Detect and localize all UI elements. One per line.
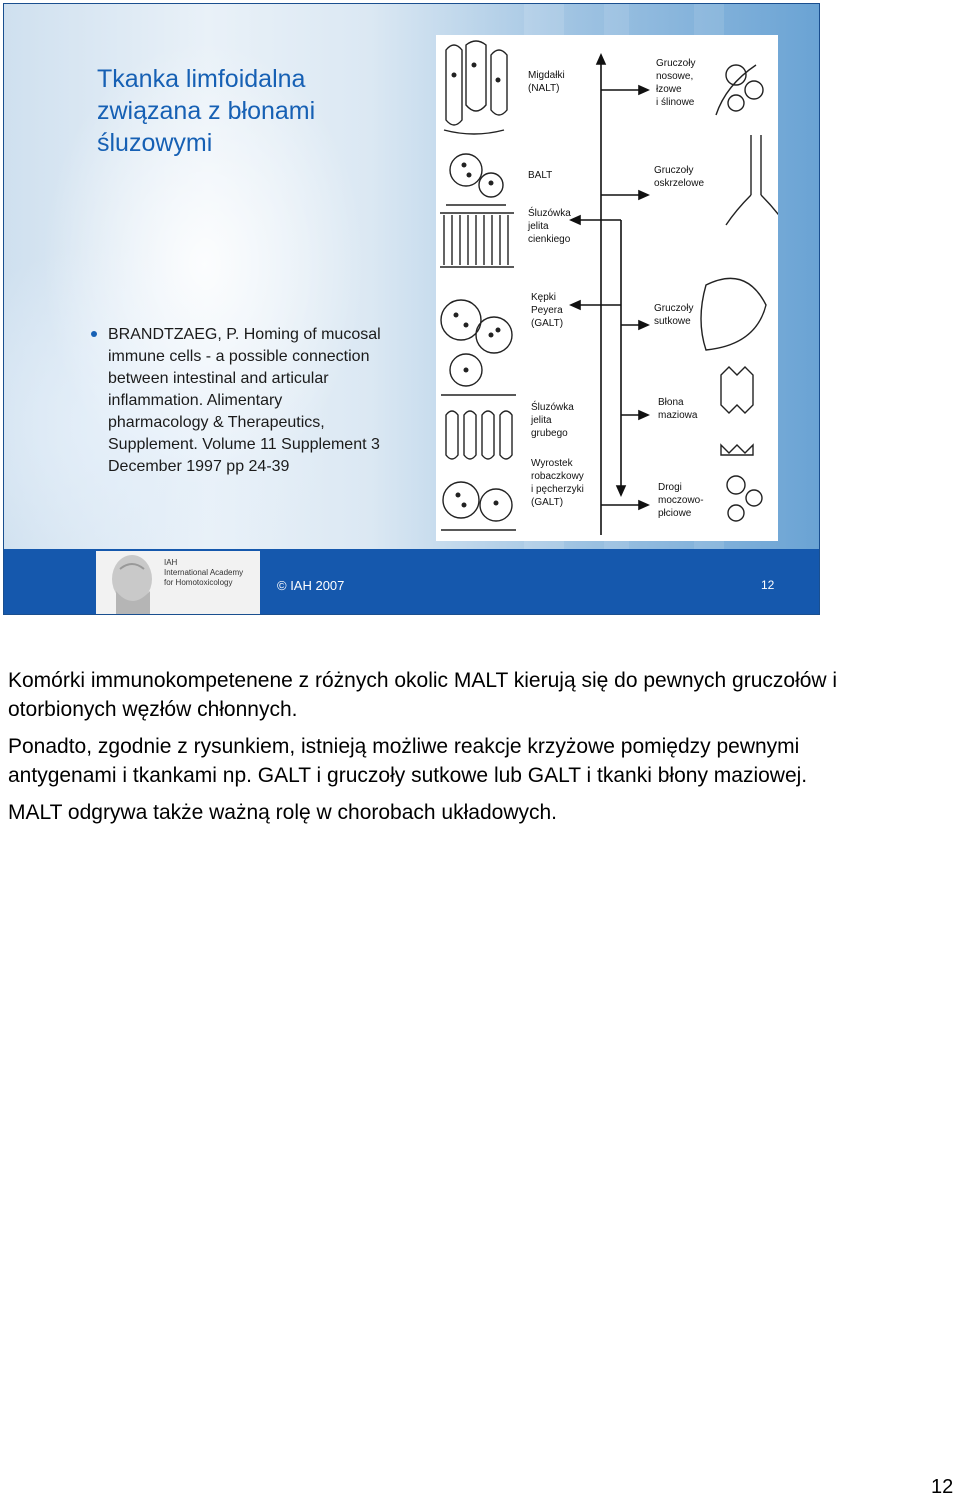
iah-logo: [96, 551, 260, 614]
label-balt: BALT: [528, 170, 553, 181]
label-sluzowka-cienkiego: Śluzówka jelita cienkiego: [528, 208, 571, 245]
label-gruczoly-sutkowe: Gruczoły sutkowe: [654, 303, 694, 327]
notes-paragraph: Komórki immunokompetenene z różnych okolic MALT kierują się do pewnych gruczołów i otorbionych węzłów chłonnych.: [8, 669, 838, 721]
copyright-text: © IAH 2007: [277, 578, 345, 593]
label-wyrostek: Wyrostek robaczkowy i pęcherzyki (GALT): [531, 458, 584, 508]
reference-bullet: [91, 324, 381, 478]
logo-text: IAH International Academy for Homotoxicology: [164, 558, 244, 587]
page-number: 12: [931, 1476, 954, 1498]
label-kepki-peyera: Kępki Peyera (GALT): [531, 292, 564, 329]
label-sluzowka-grubego: Śluzówka jelita grubego: [531, 402, 574, 439]
label-gruczoly-nosowe: Gruczoły nosowe, łzowe i ślinowe: [656, 58, 696, 108]
label-gruczoly-oskrzelowe: Gruczoły oskrzelowe: [654, 165, 705, 189]
label-blona-maziowa: Błona maziowa: [658, 397, 698, 421]
slide: [3, 3, 820, 615]
label-migdalki: Migdałki (NALT): [528, 70, 565, 94]
slide-title: Tkanka limfoidalna związana z błonami śluzowymi: [97, 65, 316, 157]
bullet-dot-icon: [91, 331, 97, 337]
label-drogi-moczowe: Drogi moczowo- płciowe: [658, 482, 704, 519]
malt-diagram-drawing: [436, 35, 778, 541]
malt-diagram: [436, 35, 778, 541]
slide-number: 12: [761, 578, 775, 592]
notes-paragraph: MALT odgrywa także ważną rolę w chorobach układowych.: [8, 801, 557, 824]
slide-footer: [4, 549, 820, 615]
reference-text: BRANDTZAEG, P. Homing of mucosal immune cells - a possible connection between intestinal and articular inflammation. Alimentary pharmacology & Therapeutics, Supplement. Volume 11 Supplement 3 December 1997 pp 24-39: [108, 326, 381, 475]
notes-paragraph: Ponadto, zgodnie z rysunkiem, istnieją możliwe reakcje krzyżowe pomiędzy pewnymi antygenami i tkankami np. GALT i gruczoły sutkowe lub GALT i tkanki błony maziowej.: [8, 735, 808, 787]
speaker-notes: [8, 666, 848, 835]
portrait-icon: [98, 551, 162, 614]
